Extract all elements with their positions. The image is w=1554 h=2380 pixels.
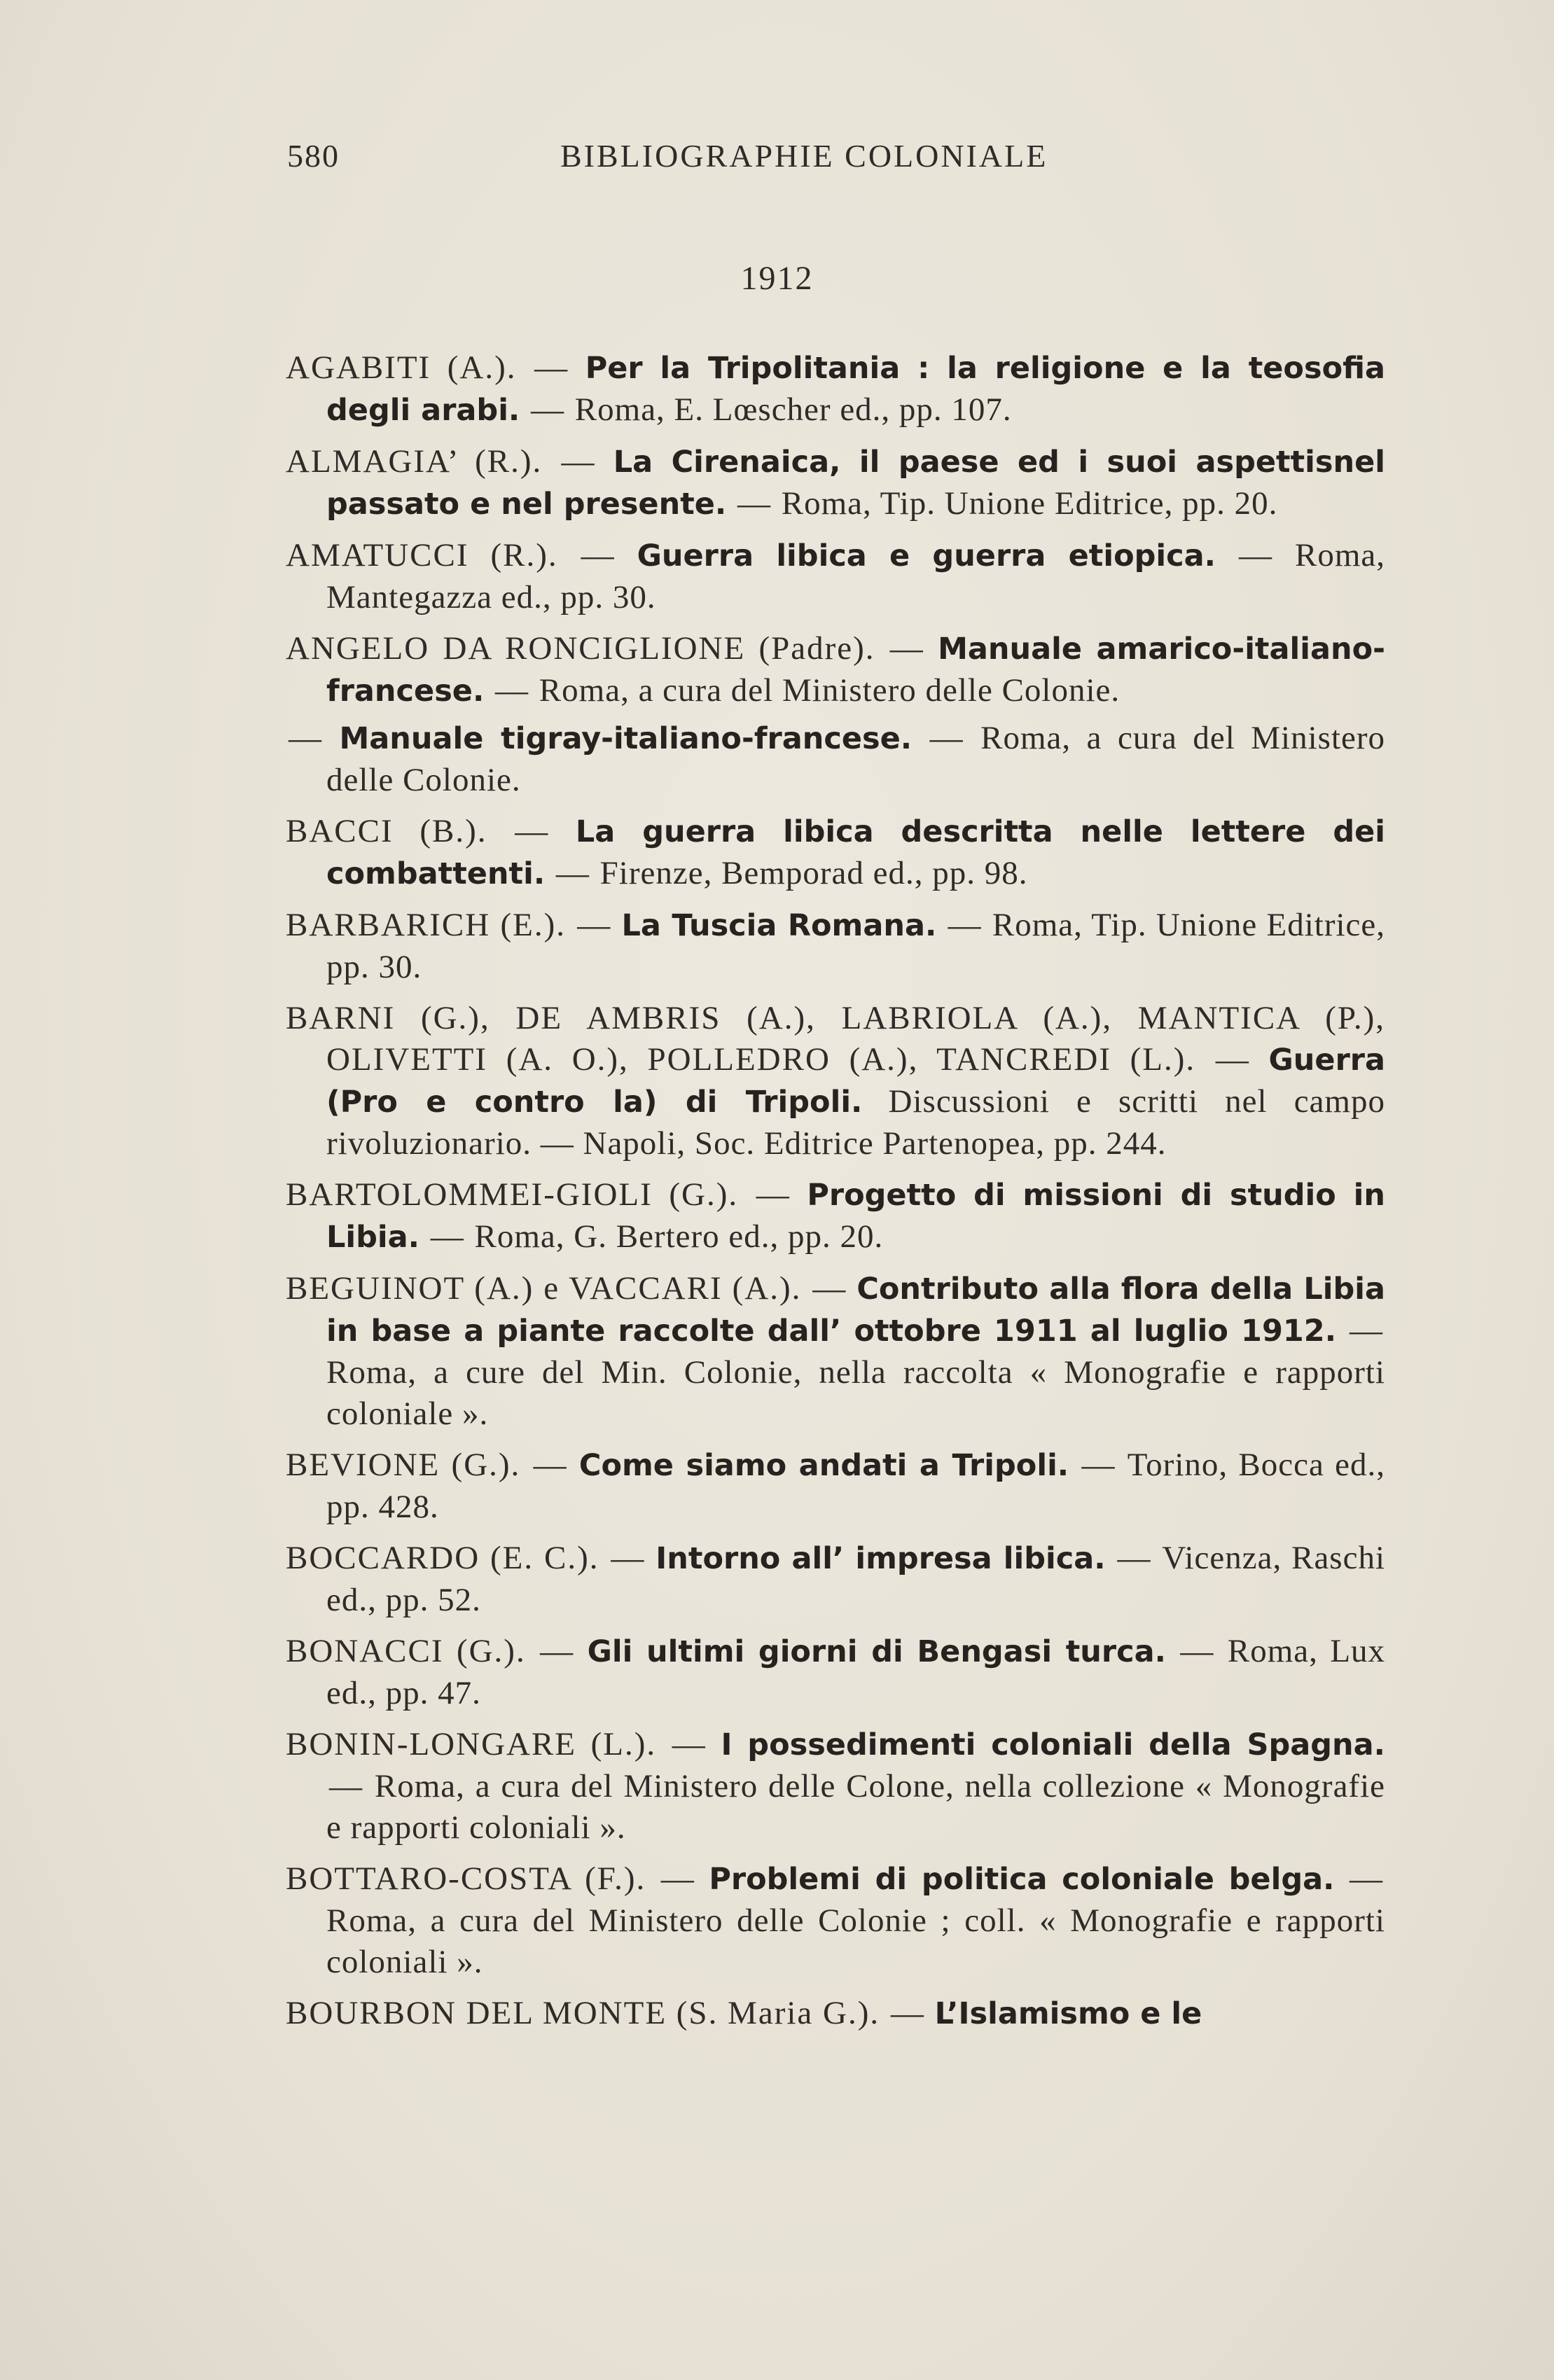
entry-title: Progetto di missioni di studio in Libia. — [326, 1178, 1385, 1255]
separator-dash: — — [430, 1218, 464, 1255]
entry-imprint: Roma, Mantegazza ed., pp. 30. — [326, 537, 1386, 615]
separator-dash: — — [889, 630, 923, 667]
bibliography-entry — [286, 347, 1385, 431]
entry-author: BOURBON DEL MONTE (S. Maria G.). — [286, 1995, 880, 2031]
entry-imprint: Discussioni e scritti nel campo rivoluzionario. — Napoli, Soc. Editrice Partenopea, pp. 244. — [326, 1083, 1385, 1162]
entry-imprint: Roma, a cure del Min. Colonie, nella raccolta « Monografie e rapporti coloniale ». — [326, 1354, 1385, 1432]
separator-dash: — — [1215, 1041, 1249, 1078]
entry-author: BARNI (G.), DE AMBRIS (A.), LABRIOLA (A.), MANTICA (P.), OLIVETTI (A. O.), POLLEDRO (A.), TANCREDI (L.). — [286, 1000, 1385, 1078]
bibliography-entry — [286, 905, 1385, 988]
entry-title: I possedimenti coloniali della Spagna. — [721, 1727, 1386, 1762]
separator-dash: — — [561, 443, 595, 480]
entry-author: BONIN-LONGARE (L.). — [286, 1726, 657, 1762]
separator-dash: — — [737, 485, 771, 522]
running-title: BIBLIOGRAPHIE COLONIALE — [560, 138, 1048, 174]
entry-title: Gli ultimi giorni di Bengasi turca. — [587, 1634, 1166, 1669]
separator-dash: — — [890, 1995, 924, 2031]
entry-imprint: Roma, a cura del Ministero delle Colone, nella collezione « Monografie e rapporti coloniali ». — [326, 1768, 1386, 1846]
separator-dash: — — [660, 1860, 694, 1897]
entry-title: Manuale amarico-italiano-francese. — [326, 632, 1385, 709]
bibliography-list — [286, 347, 1385, 2045]
entry-title: Contributo alla flora della Libia in base a piante raccolte dall’ ottobre 1911 al luglio 1912. — [326, 1272, 1386, 1349]
bibliography-entry — [286, 998, 1385, 1164]
bibliography-entry — [286, 1174, 1385, 1258]
entry-title: Come siamo andati a Tripoli. — [578, 1448, 1069, 1483]
entry-author: BEGUINOT (A.) e VACCARI (A.). — [286, 1270, 802, 1307]
separator-dash: — — [1081, 1447, 1115, 1483]
separator-dash: — — [533, 1447, 567, 1483]
separator-dash: — — [929, 720, 963, 756]
bibliography-entry — [286, 811, 1385, 895]
entry-author: AMATUCCI (R.). — [286, 537, 558, 573]
entry-imprint: Roma, Tip. Unione Editrice, pp. 20. — [781, 485, 1278, 522]
separator-dash: — — [1350, 1312, 1383, 1349]
separator-dash: — — [540, 1633, 574, 1669]
separator-dash: — — [531, 391, 564, 428]
entry-title: Problemi di politica coloniale belga. — [709, 1862, 1335, 1897]
entry-title: Manuale tigray-italiano-francese. — [339, 721, 913, 756]
bibliography-entry — [286, 1538, 1385, 1621]
entry-imprint: Torino, Bocca ed., pp. 428. — [326, 1447, 1386, 1525]
entry-imprint: Roma, G. Bertero ed., pp. 20. — [474, 1218, 884, 1255]
bibliography-entry — [286, 1724, 1385, 1849]
separator-dash: — — [1117, 1540, 1151, 1576]
entry-imprint: Firenze, Bemporad ed., pp. 98. — [599, 855, 1028, 891]
entry-imprint: Roma, a cura del Ministero delle Colonie. — [539, 672, 1121, 709]
bibliography-entry — [286, 1631, 1385, 1714]
entry-title: Per la Tripolitania : la religione e la teosofia degli arabi. — [326, 351, 1385, 428]
entry-author: ALMAGIA’ (R.). — [286, 443, 543, 480]
entry-author: AGABITI (A.). — [286, 349, 517, 386]
page-number: 580 — [287, 138, 340, 174]
entry-title: La Tuscia Romana. — [621, 908, 937, 943]
entry-imprint: Roma, Lux ed., pp. 47. — [326, 1633, 1386, 1711]
entry-author: BARTOLOMMEI-GIOLI (G.). — [286, 1176, 739, 1213]
entry-title: Guerra libica e guerra etiopica. — [637, 538, 1216, 573]
entry-author: ANGELO DA RONCIGLIONE (Padre). — [286, 630, 875, 667]
separator-dash: — — [1238, 537, 1272, 573]
separator-dash: — — [1180, 1633, 1214, 1669]
entry-author: BOTTARO-COSTA (F.). — [286, 1860, 646, 1897]
separator-dash: — — [611, 1540, 644, 1576]
entry-title: Guerra (Pro e contro la) di Tripoli. — [326, 1043, 1386, 1120]
separator-dash: — — [534, 349, 568, 386]
entry-title: L’Islamismo e le — [934, 1996, 1202, 2031]
bibliography-entry — [286, 1858, 1385, 1983]
separator-dash: — — [289, 720, 321, 756]
entry-imprint: Roma, Tip. Unione Editrice, pp. 30. — [326, 907, 1385, 985]
entry-title: Intorno all’ impresa libica. — [655, 1541, 1106, 1576]
bibliography-entry — [286, 1268, 1385, 1435]
separator-dash: — — [672, 1726, 705, 1762]
bibliography-entry — [286, 628, 1385, 712]
entry-author: BEVIONE (G.). — [286, 1447, 521, 1483]
year-heading: 1912 — [740, 260, 814, 297]
entry-title: La guerra libica descritta nelle lettere dei combattenti. — [326, 814, 1386, 891]
separator-dash: — — [948, 907, 981, 943]
entry-author: BOCCARDO (E. C.). — [286, 1540, 599, 1576]
bibliography-entry — [286, 718, 1385, 801]
entry-imprint: Roma, a cura del Ministero delle Colonie ; coll. « Monografie e rapporti coloniali ». — [326, 1902, 1385, 1980]
entry-title: La Cirenaica, il paese ed i suoi aspettisnel passato e nel presente. — [326, 445, 1386, 522]
bibliography-entry — [286, 1445, 1385, 1528]
separator-dash: — — [581, 537, 614, 573]
bibliography-entry — [286, 441, 1385, 525]
bibliography-entry — [286, 535, 1385, 618]
separator-dash: — — [329, 1768, 362, 1804]
separator-dash: — — [756, 1176, 789, 1213]
page-header — [287, 137, 1128, 186]
bibliography-entry — [286, 1993, 1385, 2035]
entry-author: BARBARICH (E.). — [286, 907, 566, 943]
separator-dash: — — [515, 813, 548, 849]
separator-dash: — — [577, 907, 611, 943]
separator-dash: — — [812, 1270, 846, 1307]
separator-dash: — — [495, 672, 529, 709]
entry-author: BONACCI (G.). — [286, 1633, 526, 1669]
entry-imprint: Roma, E. Lœscher ed., pp. 107. — [574, 391, 1012, 428]
entry-imprint: Roma, a cura del Ministero delle Colonie. — [326, 720, 1386, 798]
entry-author: BACCI (B.). — [286, 813, 487, 849]
separator-dash: — — [1350, 1860, 1382, 1897]
entry-imprint: Vicenza, Raschi ed., pp. 52. — [326, 1540, 1386, 1618]
separator-dash: — — [555, 855, 589, 891]
